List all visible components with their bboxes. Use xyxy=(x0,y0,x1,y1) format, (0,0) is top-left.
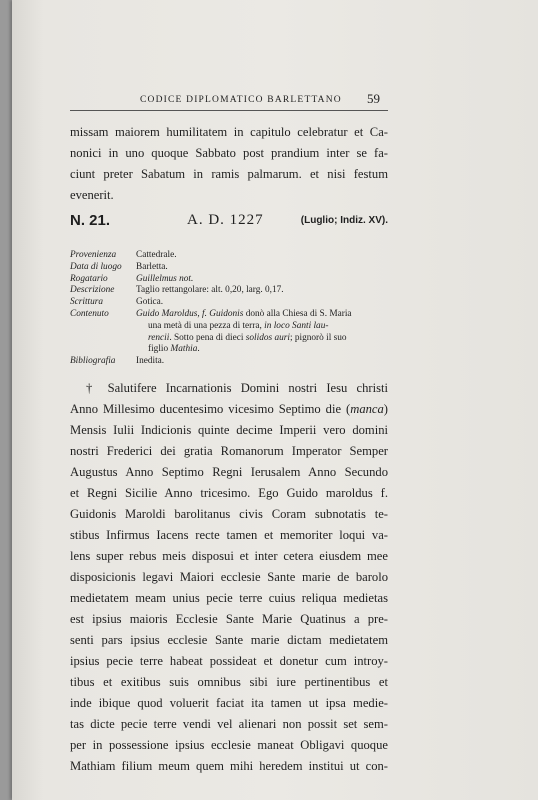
contenuto-text: figlio xyxy=(148,344,169,355)
text-line: Mensis Iulii Indicionis quinte decime Imperii vero domini xyxy=(70,423,388,437)
metadata-label: Provenienza xyxy=(70,250,117,260)
metadata-label: Rogatario xyxy=(70,273,108,284)
text-line: † Salutifere Incarnationis Domini nostri Iesu christi xyxy=(86,381,388,395)
contenuto-line: Guido Maroldus, f. Guidonis donò alla Chiesa di S. Maria xyxy=(136,308,352,319)
solidos-term: solidos auri xyxy=(245,332,290,343)
text-line: ciunt preter Sabatum in ramis palmarum. et nisi festum xyxy=(70,167,388,181)
document-date: (Luglio; Indiz. XV). xyxy=(300,215,388,226)
text-line: tas dicte pecie terre vendi vel alienari non possit set sem- xyxy=(70,717,388,731)
book-page xyxy=(12,0,538,800)
text-line: ipsius pecie terre habeat possideat et donetur cum introy- xyxy=(70,654,388,668)
metadata-row-contenuto xyxy=(70,309,388,356)
person-father: f. Guidonis xyxy=(202,308,244,319)
header-title: CODICE DIPLOMATICO BARLETTANO xyxy=(140,95,342,105)
contenuto-line xyxy=(136,321,388,333)
place-name: in loco Santi lau- xyxy=(264,320,329,331)
metadata-row-rogatario xyxy=(70,274,388,286)
metadata-label: Descrizione xyxy=(70,285,115,296)
document-number: N. 21. xyxy=(70,212,111,229)
text-line: et Regni Sicilie Anno tricesimo. Ego Guido maroldus f. xyxy=(70,486,388,500)
contenuto-text: donò alla Chiesa di S. Maria xyxy=(243,308,352,319)
text-line: nostri Frederici dei gratia Romanorum Imperator Semper xyxy=(70,444,388,458)
text-line: est ipsius maioris Ecclesie Sante Marie Quatinus a pre- xyxy=(70,612,388,626)
text-line: inde ibique quod voluerit faciat ita tamen ut ipsa medie- xyxy=(70,696,388,710)
son-name: Mathia xyxy=(170,344,198,355)
lacuna-note: manca xyxy=(350,402,384,416)
text-line: medietatem meam unius pecie terre cuius reliqua medietas xyxy=(70,591,388,605)
contenuto-line xyxy=(136,333,388,345)
text-line: Guidonis Maroldi barolitanus civis Coram subnotatis te- xyxy=(70,507,388,521)
document-heading xyxy=(70,212,388,232)
text-line: stibus Infirmus Iacens recte tamen et memoriter loqui va- xyxy=(70,528,388,542)
document-year: A. D. 1227 xyxy=(187,212,264,228)
rogatario-name: Guillelmus not. xyxy=(136,273,194,284)
text-line: tibus et exitibus suis omnibus sibi iure pertinentibus et xyxy=(70,675,388,689)
metadata-value: Cattedrale. xyxy=(136,250,177,260)
metadata-value xyxy=(136,309,388,356)
place-name-end: rencii xyxy=(148,332,170,343)
metadata-row-scrittura xyxy=(70,297,388,309)
running-header xyxy=(70,92,388,111)
previous-document-ending xyxy=(70,122,388,206)
metadata-label: Scrittura xyxy=(70,297,104,308)
text-line: lens super rebus meis disposui et inter cetera eiusdem mee xyxy=(70,549,388,563)
text-line: per in possessione ipsius ecclesie maneat Obligavi quoque xyxy=(70,738,388,752)
text-line: missam maiorem humilitatem in capitulo celebratur et Ca- xyxy=(70,125,388,139)
page-number: 59 xyxy=(367,91,380,106)
contenuto-text: . xyxy=(197,344,200,355)
metadata-value: Barletta. xyxy=(136,261,168,272)
text-line: nonici in uno quoque Sabbato post prandium inter se fa- xyxy=(70,146,388,160)
contenuto-line xyxy=(136,344,388,356)
metadata-value: Taglio rettangolare: alt. 0,20, larg. 0,17. xyxy=(136,285,284,296)
contenuto-text: . Sotto pena di dieci xyxy=(169,332,244,343)
text-line: Mathiam filium meum quem mihi heredem institui ut con- xyxy=(70,759,388,773)
metadata-row-provenienza xyxy=(70,250,388,262)
metadata-row-data-luogo xyxy=(70,262,388,274)
person-name: Guido Maroldus xyxy=(136,308,198,319)
text-line: evenerit. xyxy=(70,188,114,202)
text-line: disposicionis legavi Maiori ecclesie Sante marie de barolo xyxy=(70,570,388,584)
metadata-value: Inedita. xyxy=(136,356,165,367)
metadata-label: Bibliografia xyxy=(70,356,116,367)
metadata-value: Gotica. xyxy=(136,297,164,308)
document-transcription xyxy=(70,378,388,777)
contenuto-text: ; pignorò il suo xyxy=(289,332,347,343)
document-metadata xyxy=(70,250,388,368)
metadata-row-bibliografia xyxy=(70,356,388,368)
text-line: senti pars ipsius ecclesie Sante marie dictam medietatem xyxy=(70,633,388,647)
metadata-label: Contenuto xyxy=(70,308,109,319)
text-fragment: Anno Millesimo ducentesimo vicesimo Septimo die ( xyxy=(70,402,351,416)
metadata-value xyxy=(136,274,388,286)
text-line: Augustus Anno Septimo Regni Ierusalem Anno Secundo xyxy=(70,465,388,479)
metadata-label: Data di luogo xyxy=(70,261,122,272)
contenuto-text: una metà di una pezza di terra, xyxy=(148,320,262,331)
text-line xyxy=(70,399,388,420)
text-fragment: ) xyxy=(383,402,388,416)
metadata-row-descrizione xyxy=(70,285,388,297)
